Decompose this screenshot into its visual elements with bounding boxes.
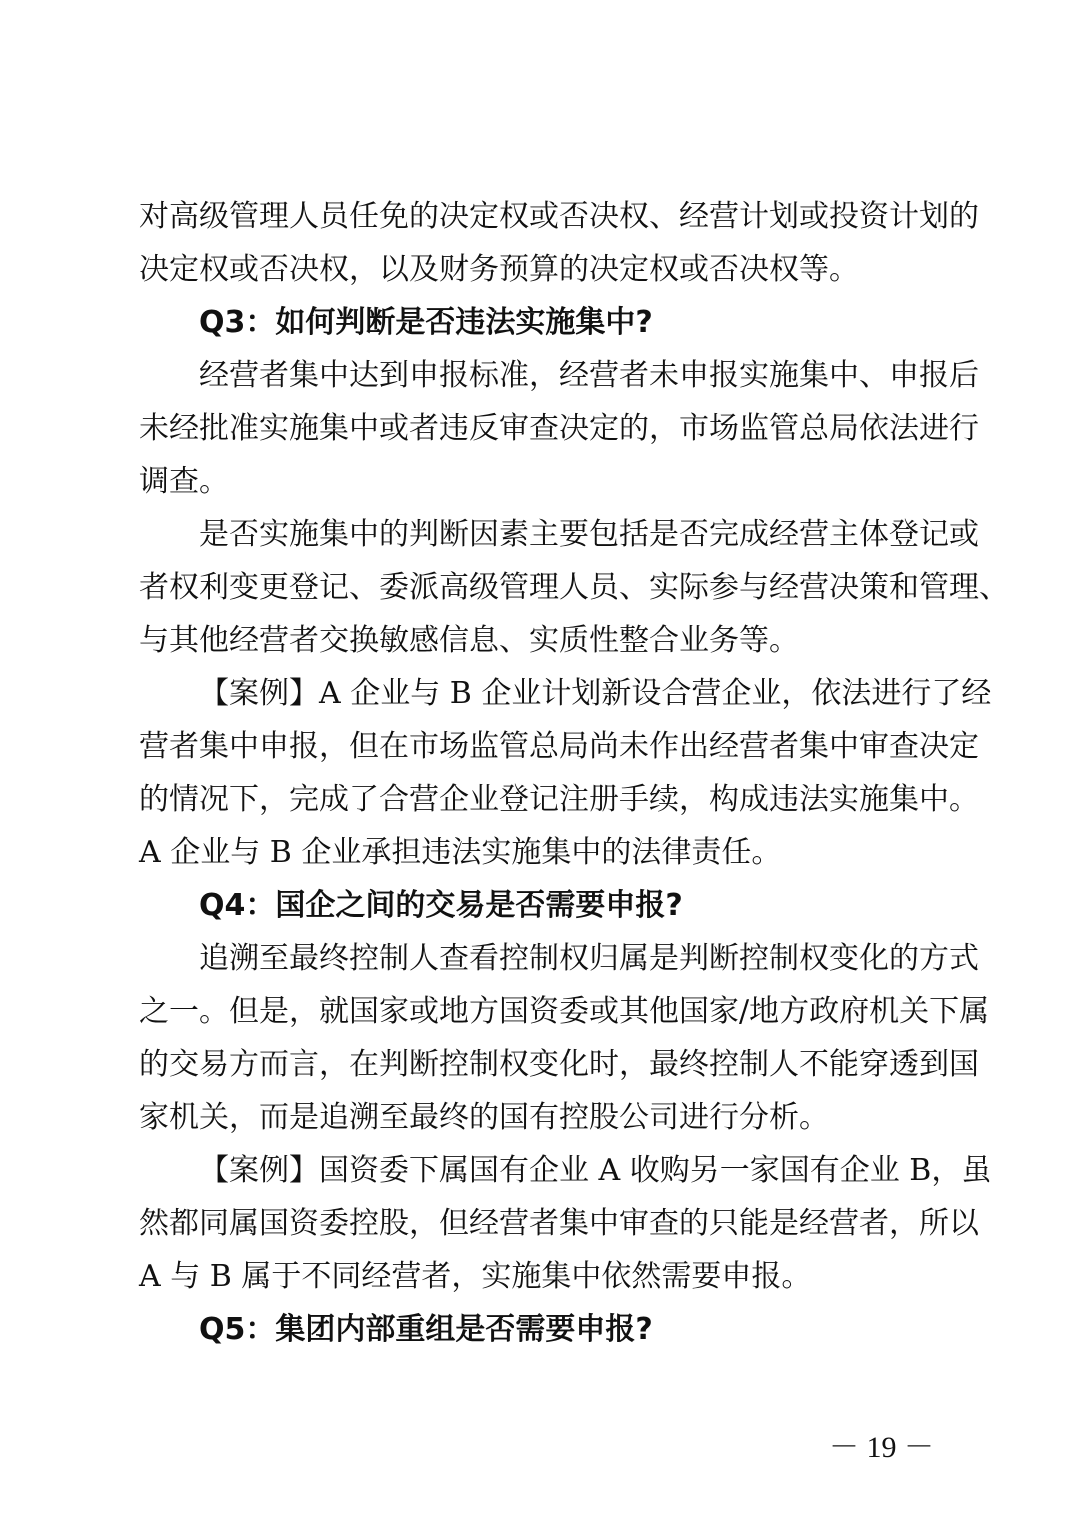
case-first-line: 【案例】国资委下属国有企业 A 收购另一家国有企业 B，虽 bbox=[199, 1153, 992, 1188]
paragraph-first-line: 经营者集中达到申报标准，经营者未申报实施集中、申报后 bbox=[199, 358, 979, 393]
question-heading-q4: Q4：国企之间的交易是否需要申报? bbox=[199, 888, 683, 923]
body-line: A 企业与 B 企业承担违法实施集中的法律责任。 bbox=[139, 835, 782, 870]
question-heading-q3: Q3：如何判断是否违法实施集中? bbox=[199, 305, 653, 340]
paragraph-first-line: 是否实施集中的判断因素主要包括是否完成经营主体登记或 bbox=[199, 517, 979, 552]
body-line: 对高级管理人员任免的决定权或否决权、经营计划或投资计划的 bbox=[139, 199, 979, 234]
body-line: 与其他经营者交换敏感信息、实质性整合业务等。 bbox=[139, 623, 799, 658]
case-first-line: 【案例】A 企业与 B 企业计划新设合营企业，依法进行了经 bbox=[199, 676, 992, 711]
body-line: 者权利变更登记、委派高级管理人员、实际参与经营决策和管理、 bbox=[139, 570, 1009, 605]
question-heading-q5: Q5：集团内部重组是否需要申报? bbox=[199, 1312, 653, 1347]
body-line: 未经批准实施集中或者违反审查决定的，市场监管总局依法进行 bbox=[139, 411, 979, 446]
body-line: 营者集中申报，但在市场监管总局尚未作出经营者集中审查决定 bbox=[139, 729, 979, 764]
body-line: 决定权或否决权，以及财务预算的决定权或否决权等。 bbox=[139, 252, 859, 287]
body-line: 然都同属国资委控股，但经营者集中审查的只能是经营者，所以 bbox=[139, 1206, 979, 1241]
body-line: 调查。 bbox=[139, 464, 229, 499]
body-line: 的情况下，完成了合营企业登记注册手续，构成违法实施集中。 bbox=[139, 782, 979, 817]
page-number: － 19 － bbox=[829, 1431, 934, 1464]
body-line: 家机关，而是追溯至最终的国有控股公司进行分析。 bbox=[139, 1100, 829, 1135]
body-line: 的交易方而言，在判断控制权变化时，最终控制人不能穿透到国 bbox=[139, 1047, 979, 1082]
paragraph-first-line: 追溯至最终控制人查看控制权归属是判断控制权变化的方式 bbox=[199, 941, 979, 976]
body-line: A 与 B 属于不同经营者，实施集中依然需要申报。 bbox=[139, 1259, 812, 1294]
body-line: 之一。但是，就国家或地方国资委或其他国家/地方政府机关下属 bbox=[139, 994, 990, 1029]
document-body bbox=[139, 190, 1009, 1356]
